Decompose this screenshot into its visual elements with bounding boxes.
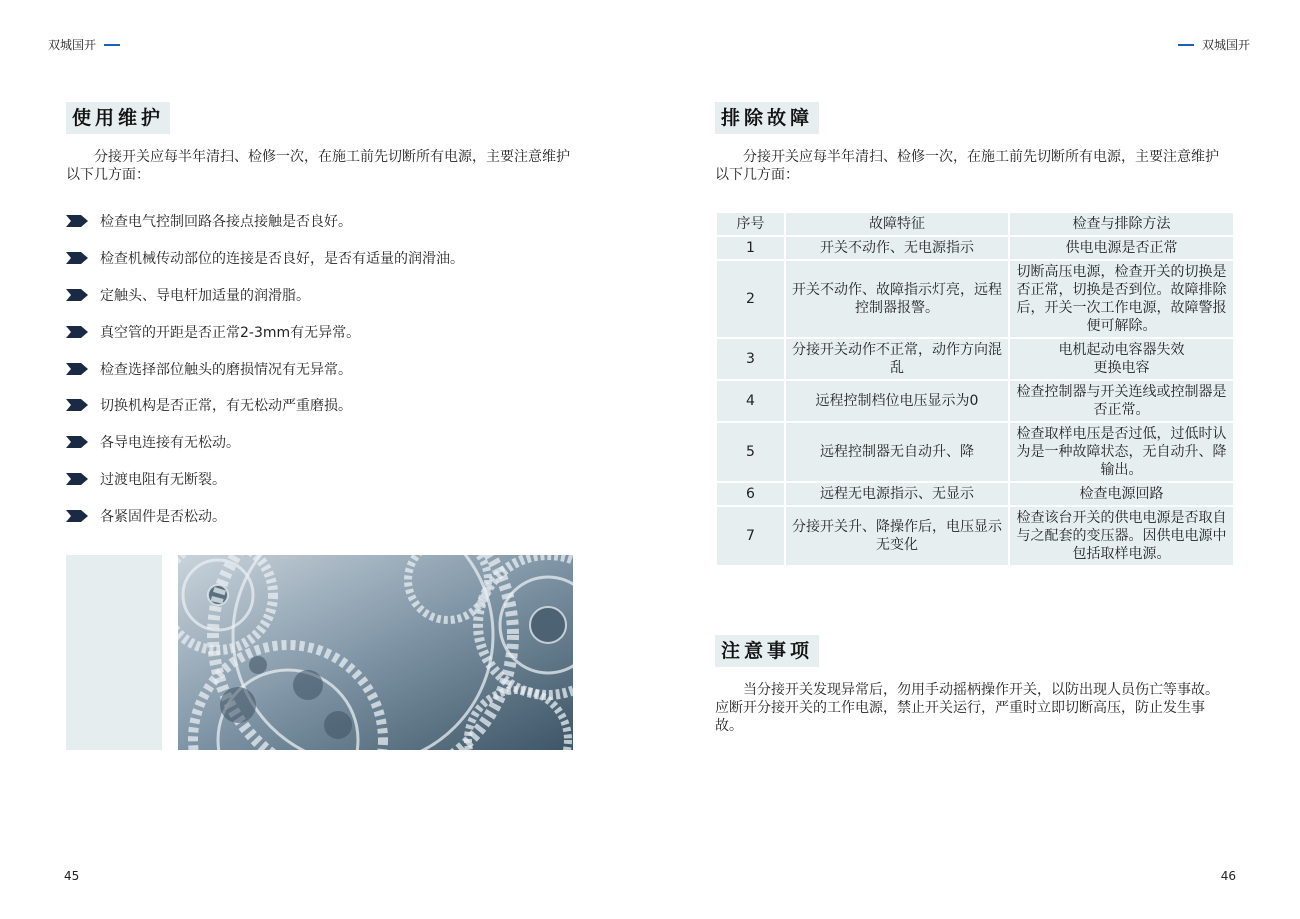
table-cell: 供电电源是否正常 <box>1010 237 1233 259</box>
header-dash <box>1178 44 1194 46</box>
list-item: 切换机构是否正常，有无松动严重磨损。 <box>66 387 464 424</box>
table-cell: 分接开关动作不正常，动作方向混乱 <box>786 339 1008 379</box>
table-row <box>717 507 1233 565</box>
brand-name: 双城国开 <box>1201 38 1250 52</box>
column-header: 序号 <box>717 213 784 235</box>
table-cell: 切断高压电源，检查开关的切换是否正常，切换是否到位。故障排除后，开关一次工作电源，故障警报便可解除。 <box>1010 261 1233 337</box>
troubleshooting-intro: 分接开关应每半年清扫、检修一次，在施工前先切断所有电源，主要注意维护以下几方面： <box>715 149 1219 183</box>
list-item: 检查机械传动部位的连接是否良好，是否有适量的润滑油。 <box>66 240 464 277</box>
header-dash <box>104 44 120 46</box>
maintenance-list <box>66 203 464 534</box>
table-cell: 远程无电源指示、无显示 <box>786 483 1008 505</box>
list-item: 定触头、导电杆加适量的润滑脂。 <box>66 277 464 314</box>
table-cell: 远程控制器无自动升、降 <box>786 423 1008 481</box>
notice-text: 当分接开关发现异常后，勿用手动摇柄操作开关，以防出现人员伤亡等事故。应断开分接开关的工作电源，禁止开关运行，严重时立即切断高压，防止发生事故。 <box>715 682 1219 734</box>
page-number: 45 <box>64 869 80 883</box>
arrow-bullet-icon <box>66 289 88 301</box>
table-cell: 7 <box>717 507 784 565</box>
left-header <box>48 36 120 53</box>
table-cell: 6 <box>717 483 784 505</box>
list-item: 检查选择部位触头的磨损情况有无异常。 <box>66 350 464 387</box>
arrow-bullet-icon <box>66 510 88 522</box>
table-row <box>717 237 1233 259</box>
arrow-bullet-icon <box>66 326 88 338</box>
troubleshooting-title: 排除故障 <box>715 102 819 134</box>
arrow-bullet-icon <box>66 399 88 411</box>
notice-title: 注意事项 <box>715 635 819 667</box>
table-cell: 检查电源回路 <box>1010 483 1233 505</box>
table-cell: 3 <box>717 339 784 379</box>
table-row <box>717 261 1233 337</box>
table-cell: 检查取样电压是否过低，过低时认为是一种故障状态，无自动升、降输出。 <box>1010 423 1233 481</box>
gears-photo <box>178 555 573 750</box>
page-number: 46 <box>1220 869 1236 883</box>
table-row <box>717 423 1233 481</box>
table-cell: 开关不动作、故障指示灯亮，远程控制器报警。 <box>786 261 1008 337</box>
maintenance-title: 使用维护 <box>66 102 170 134</box>
table-row <box>717 339 1233 379</box>
arrow-bullet-icon <box>66 473 88 485</box>
list-item: 各导电连接有无松动。 <box>66 424 464 461</box>
arrow-bullet-icon <box>66 252 88 264</box>
table-cell: 远程控制档位电压显示为0 <box>786 381 1008 421</box>
arrow-bullet-icon <box>66 436 88 448</box>
table-cell: 1 <box>717 237 784 259</box>
table-cell: 电机起动电容器失效 更换电容 <box>1010 339 1233 379</box>
maintenance-intro: 分接开关应每半年清扫、检修一次，在施工前先切断所有电源，主要注意维护以下几方面： <box>66 149 570 183</box>
brand-name: 双城国开 <box>48 38 97 52</box>
table-cell: 检查该台开关的供电电源是否取自与之配套的变压器。因供电电源中包括取样电源。 <box>1010 507 1233 565</box>
table-cell: 5 <box>717 423 784 481</box>
decorative-panel <box>66 555 162 750</box>
arrow-bullet-icon <box>66 215 88 227</box>
list-item: 真空管的开距是否正常2-3mm有无异常。 <box>66 313 464 350</box>
list-item: 过渡电阻有无断裂。 <box>66 461 464 498</box>
table-header-row <box>717 213 1233 235</box>
table-row <box>717 381 1233 421</box>
table-row <box>717 483 1233 505</box>
table-cell: 分接开关升、降操作后，电压显示无变化 <box>786 507 1008 565</box>
arrow-bullet-icon <box>66 363 88 375</box>
table-cell: 检查控制器与开关连线或控制器是否正常。 <box>1010 381 1233 421</box>
gears-icon <box>178 555 573 750</box>
list-item: 各紧固件是否松动。 <box>66 497 464 534</box>
table-cell: 4 <box>717 381 784 421</box>
table-cell: 2 <box>717 261 784 337</box>
column-header: 检查与排除方法 <box>1010 213 1233 235</box>
fault-table <box>715 211 1235 567</box>
right-header <box>1178 36 1250 53</box>
list-item: 检查电气控制回路各接点接触是否良好。 <box>66 203 464 240</box>
column-header: 故障特征 <box>786 213 1008 235</box>
table-cell: 开关不动作、无电源指示 <box>786 237 1008 259</box>
